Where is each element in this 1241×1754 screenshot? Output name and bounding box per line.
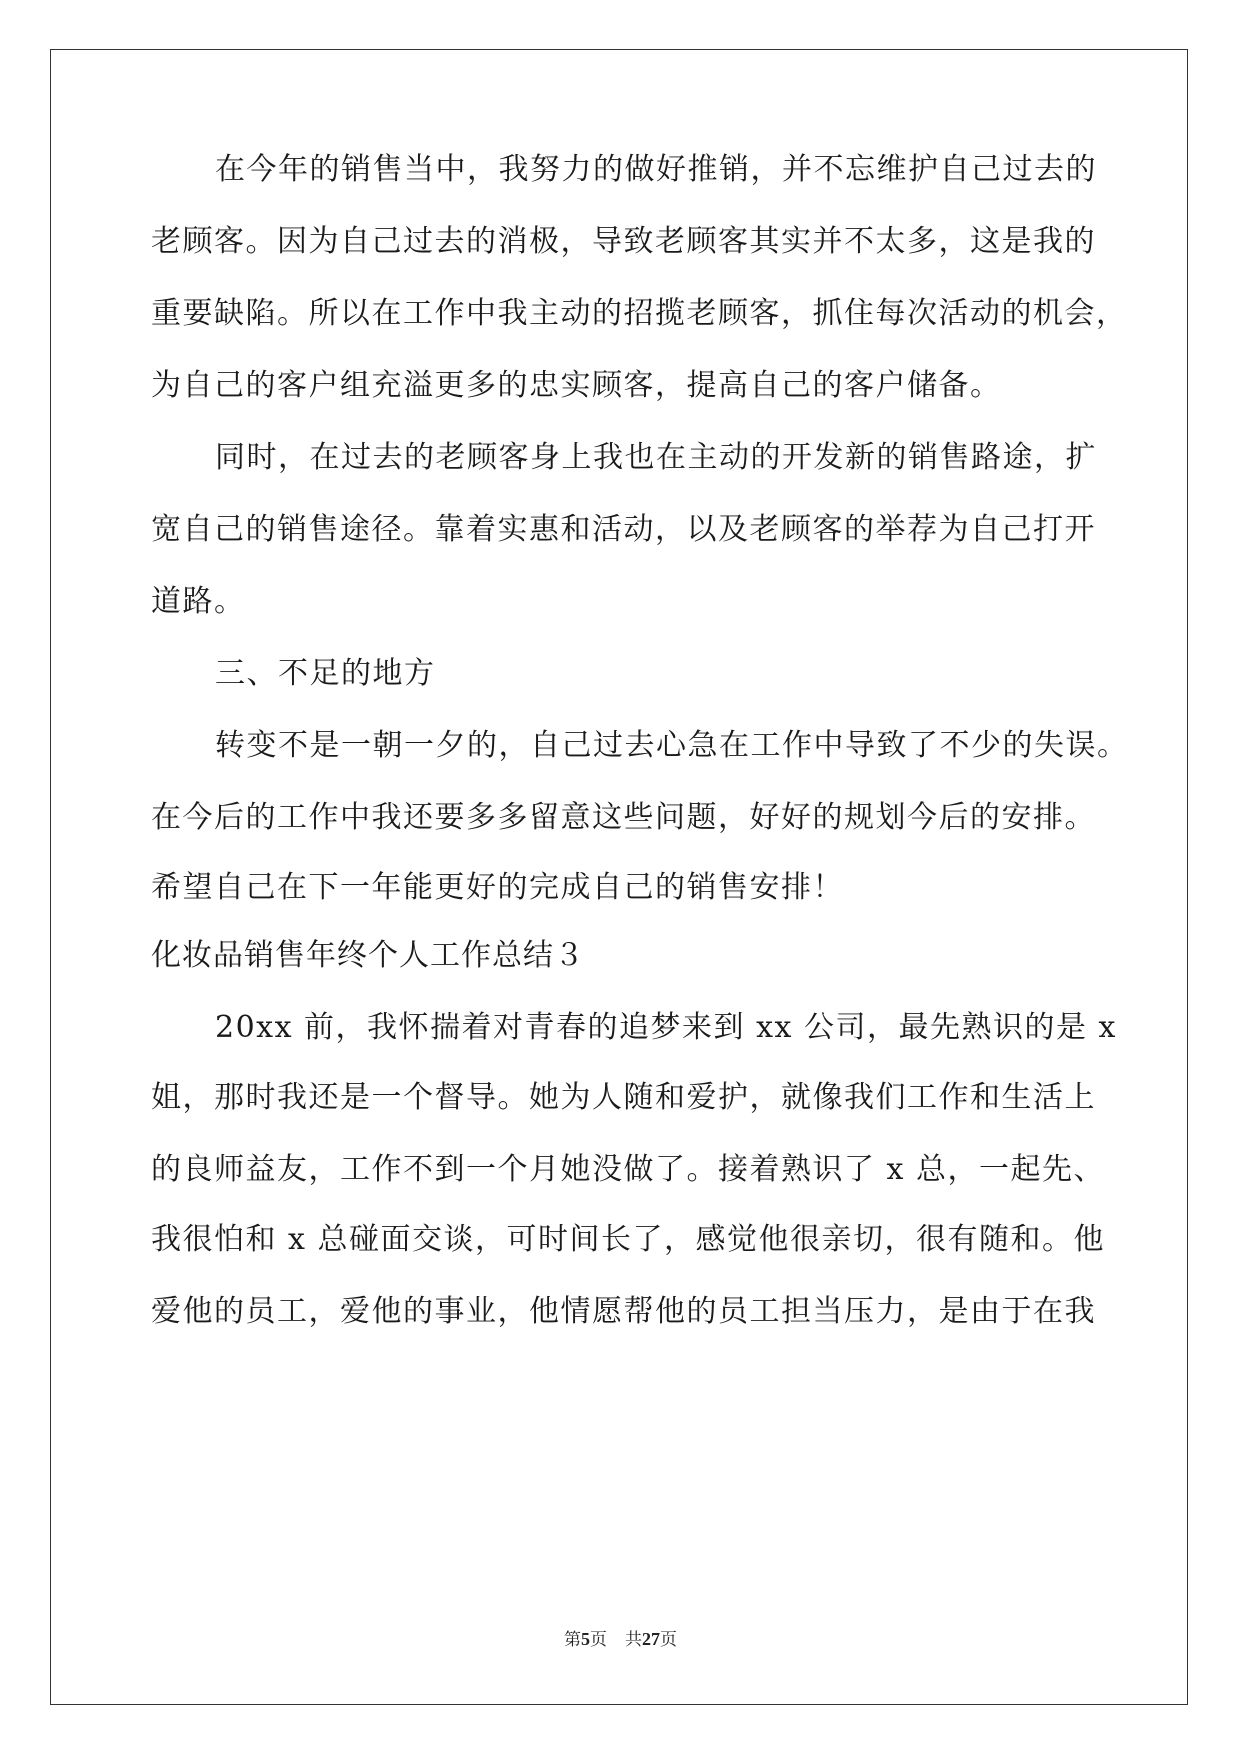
- paragraph-line: 在今后的工作中我还要多多留意这些问题，好好的规划今后的安排。: [151, 800, 1096, 835]
- paragraph-line: 爱他的员工，爱他的事业，他情愿帮他的员工担当压力，是由于在我: [151, 1294, 1096, 1329]
- paragraph-line: 姐，那时我还是一个督导。她为人随和爱护，就像我们工作和生活上: [151, 1080, 1096, 1115]
- paragraph-line: 我很怕和 x 总碰面交谈，可时间长了，感觉他很亲切，很有随和。他: [151, 1222, 1105, 1257]
- paragraph-line: 宽自己的销售途径。靠着实惠和活动，以及老顾客的举荐为自己打开: [151, 512, 1096, 547]
- page-footer: [0, 1628, 1241, 1651]
- paragraph-line: 20xx 前，我怀揣着对青春的追梦来到 xx 公司，最先熟识的是 x: [215, 1010, 1117, 1045]
- paragraph-line: 老顾客。因为自己过去的消极，导致老顾客其实并不太多，这是我的: [151, 224, 1096, 259]
- paragraph-line: 转变不是一朝一夕的，自己过去心急在工作中导致了不少的失误。: [215, 728, 1129, 763]
- paragraph-line: 为自己的客户组充溢更多的忠实顾客，提高自己的客户储备。: [151, 368, 1002, 403]
- paragraph-line: 希望自己在下一年能更好的完成自己的销售安排！: [151, 870, 844, 905]
- page-prefix: 第: [564, 1630, 581, 1650]
- total-prefix: 共: [625, 1630, 642, 1650]
- paragraph-line: 道路。: [151, 584, 246, 619]
- paragraph-line: 重要缺陷。所以在工作中我主动的招揽老顾客，抓住每次活动的机会，: [151, 296, 1128, 331]
- paragraph-line: 同时，在过去的老顾客身上我也在主动的开发新的销售路途，扩: [215, 440, 1097, 475]
- current-page-number: 5: [581, 1629, 590, 1649]
- paragraph-line: 在今年的销售当中，我努力的做好推销，并不忘维护自己过去的: [215, 152, 1097, 187]
- total-page-number: 27: [642, 1629, 660, 1649]
- section-heading: 三、不足的地方: [215, 656, 436, 691]
- paragraph-line: 的良师益友，工作不到一个月她没做了。接着熟识了 x 总，一起先、: [151, 1152, 1105, 1187]
- total-unit: 页: [660, 1630, 677, 1650]
- page-unit: 页: [590, 1630, 607, 1650]
- article-title: 化妆品销售年终个人工作总结３: [151, 938, 585, 973]
